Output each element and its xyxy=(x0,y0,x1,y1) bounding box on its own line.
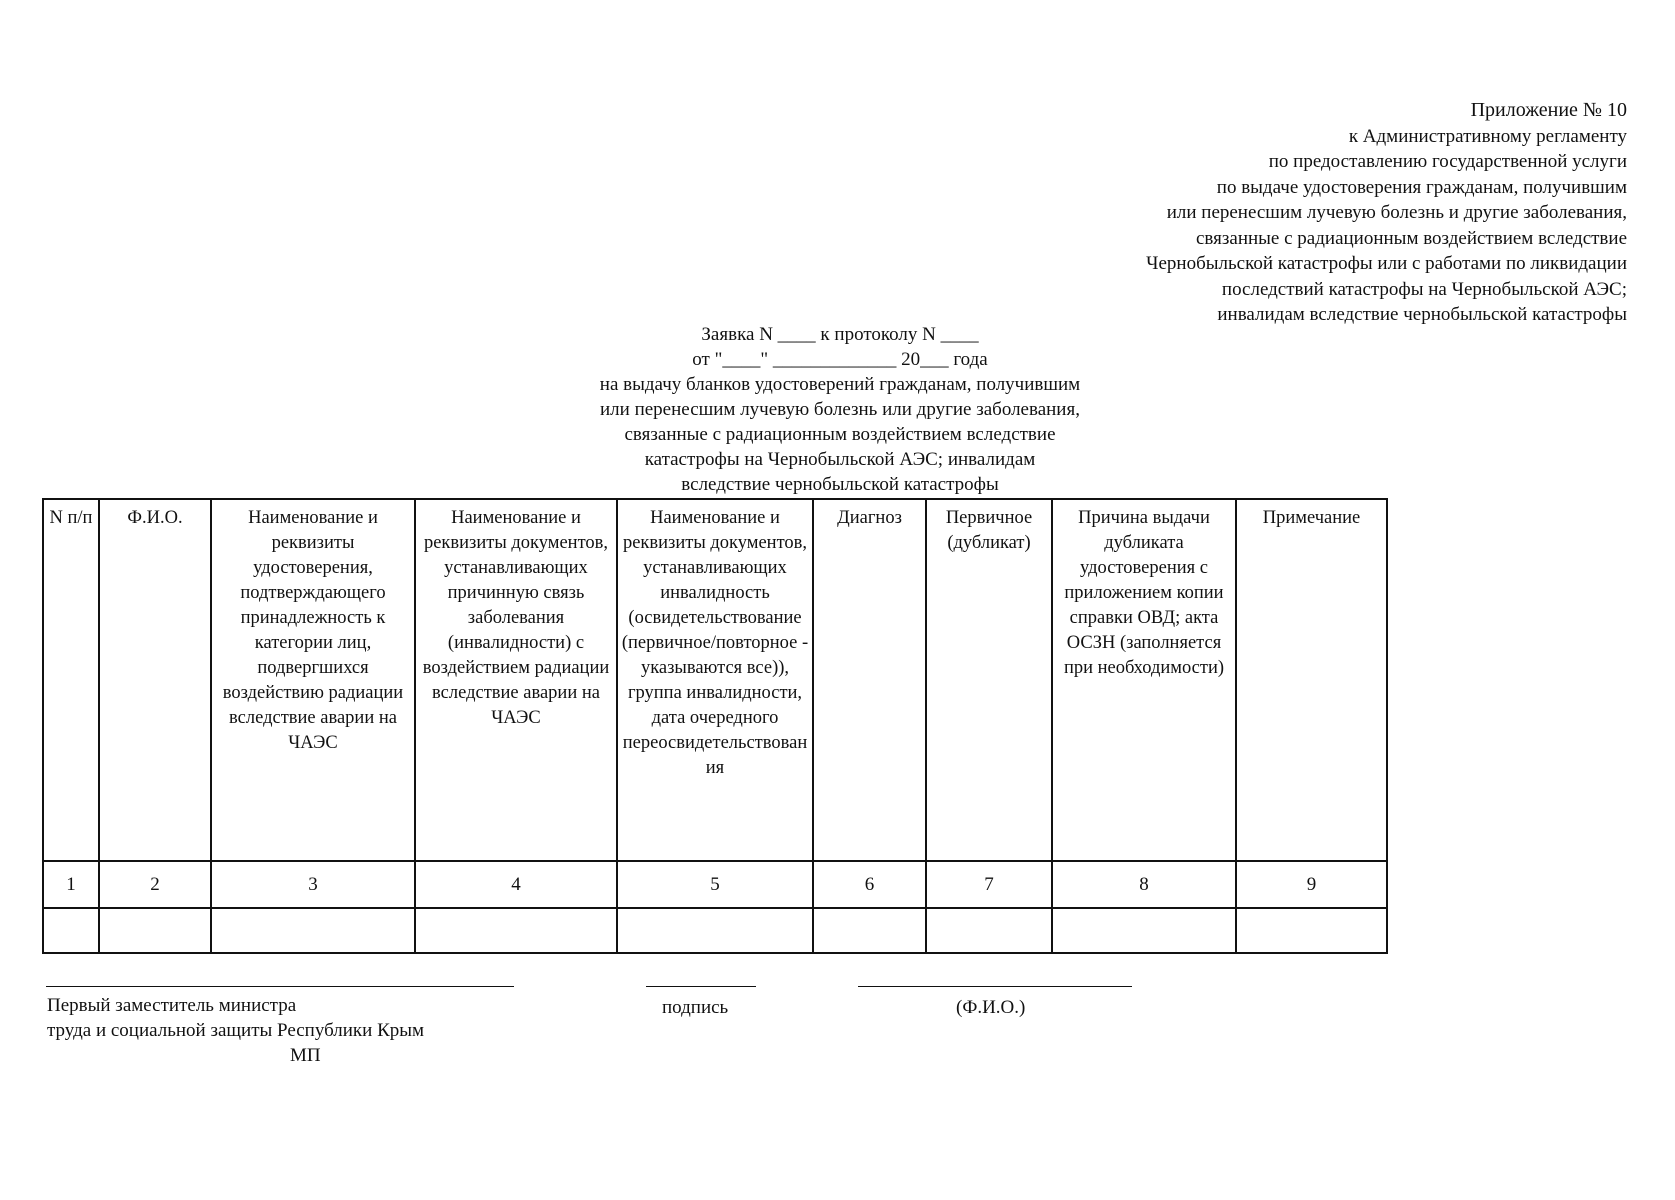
table-number-row xyxy=(43,861,1387,908)
number-cell: 7 xyxy=(926,861,1052,908)
request-line: на выдачу бланков удостоверений гражданам, получившим xyxy=(599,374,1081,395)
header-cell-diagnosis: Диагноз xyxy=(813,499,926,861)
appendix-line: связанные с радиационным воздействием вследствие xyxy=(1196,227,1627,249)
request-line: или перенесшим лучевую болезнь или другие заболевания, xyxy=(600,399,1080,420)
appendix-line: по предоставлению государственной услуги xyxy=(1268,151,1627,172)
appendix-line: Чернобыльской катастрофы или с работами по ликвидации xyxy=(1146,253,1627,274)
signature-label: подпись xyxy=(662,997,729,1018)
table-header-row xyxy=(43,499,1387,861)
header-cell-fio: Ф.И.О. xyxy=(99,499,211,861)
table-row xyxy=(43,908,1387,953)
number-cell: 4 xyxy=(415,861,617,908)
request-line: от "____" _____________ 20___ года xyxy=(692,349,988,370)
number-cell: 2 xyxy=(99,861,211,908)
appendix-line: к Административному регламенту xyxy=(1348,125,1627,147)
empty-cell[interactable] xyxy=(813,908,926,953)
number-cell: 9 xyxy=(1236,861,1387,908)
empty-cell[interactable] xyxy=(99,908,211,953)
appendix-line: инвалидам вследствие чернобыльской катастрофы xyxy=(1217,304,1627,325)
empty-cell[interactable] xyxy=(926,908,1052,953)
request-title xyxy=(300,322,1380,497)
appendix-line: или перенесшим лучевую болезнь и другие заболевания, xyxy=(1166,202,1627,223)
header-cell-note: Примечание xyxy=(1236,499,1387,861)
request-line: катастрофы на Чернобыльской АЭС; инвалидам xyxy=(644,449,1036,470)
request-line: связанные с радиационным воздействием вследствие xyxy=(624,424,1056,445)
appendix-line: Приложение № 10 xyxy=(1470,99,1627,121)
header-cell-disability-documents: Наименование и реквизиты документов, устанавливающих инвалидность (освидетельствование (первичное/повторное - указываются все)), группа инвалидности, дата очередного переосвидетельствования xyxy=(617,499,813,861)
name-label: (Ф.И.О.) xyxy=(956,997,1026,1018)
number-cell: 3 xyxy=(211,861,415,908)
appendix-line: по выдаче удостоверения гражданам, получившим xyxy=(1216,176,1627,198)
position-line-2: труда и социальной защиты Республики Крым xyxy=(47,1020,425,1041)
request-line: Заявка N ____ к протоколу N ____ xyxy=(701,324,979,345)
request-line: вследствие чернобыльской катастрофы xyxy=(681,474,999,495)
name-underline xyxy=(858,986,1132,987)
header-cell-causal-documents: Наименование и реквизиты документов, устанавливающих причинную связь заболевания (инвалидности) с воздействием радиации вследствие аварии на ЧАЭС xyxy=(415,499,617,861)
number-cell: 5 xyxy=(617,861,813,908)
empty-cell[interactable] xyxy=(415,908,617,953)
number-cell: 1 xyxy=(43,861,99,908)
position-line-1: Первый заместитель министра xyxy=(47,995,297,1016)
empty-cell[interactable] xyxy=(43,908,99,953)
empty-cell[interactable] xyxy=(617,908,813,953)
appendix-line: последствий катастрофы на Чернобыльской АЭС; xyxy=(1221,278,1627,300)
empty-cell[interactable] xyxy=(1052,908,1236,953)
appendix-block xyxy=(1146,98,1627,328)
request-table xyxy=(42,498,1388,954)
number-cell: 8 xyxy=(1052,861,1236,908)
header-cell-number: N п/п xyxy=(43,499,99,861)
empty-cell[interactable] xyxy=(1236,908,1387,953)
stamp-label: МП xyxy=(290,1045,321,1066)
number-cell: 6 xyxy=(813,861,926,908)
header-cell-duplicate-reason: Причина выдачи дубликата удостоверения с приложением копии справки ОВД; акта ОСЗН (заполняется при необходимости) xyxy=(1052,499,1236,861)
header-cell-certificate: Наименование и реквизиты удостоверения, подтверждающего принадлежность к категории лиц, подвергшихся воздействию радиации вследствие аварии на ЧАЭС xyxy=(211,499,415,861)
header-cell-primary: Первичное (дубликат) xyxy=(926,499,1052,861)
empty-cell[interactable] xyxy=(211,908,415,953)
signature-underline xyxy=(646,986,756,987)
position-underline xyxy=(46,986,514,987)
